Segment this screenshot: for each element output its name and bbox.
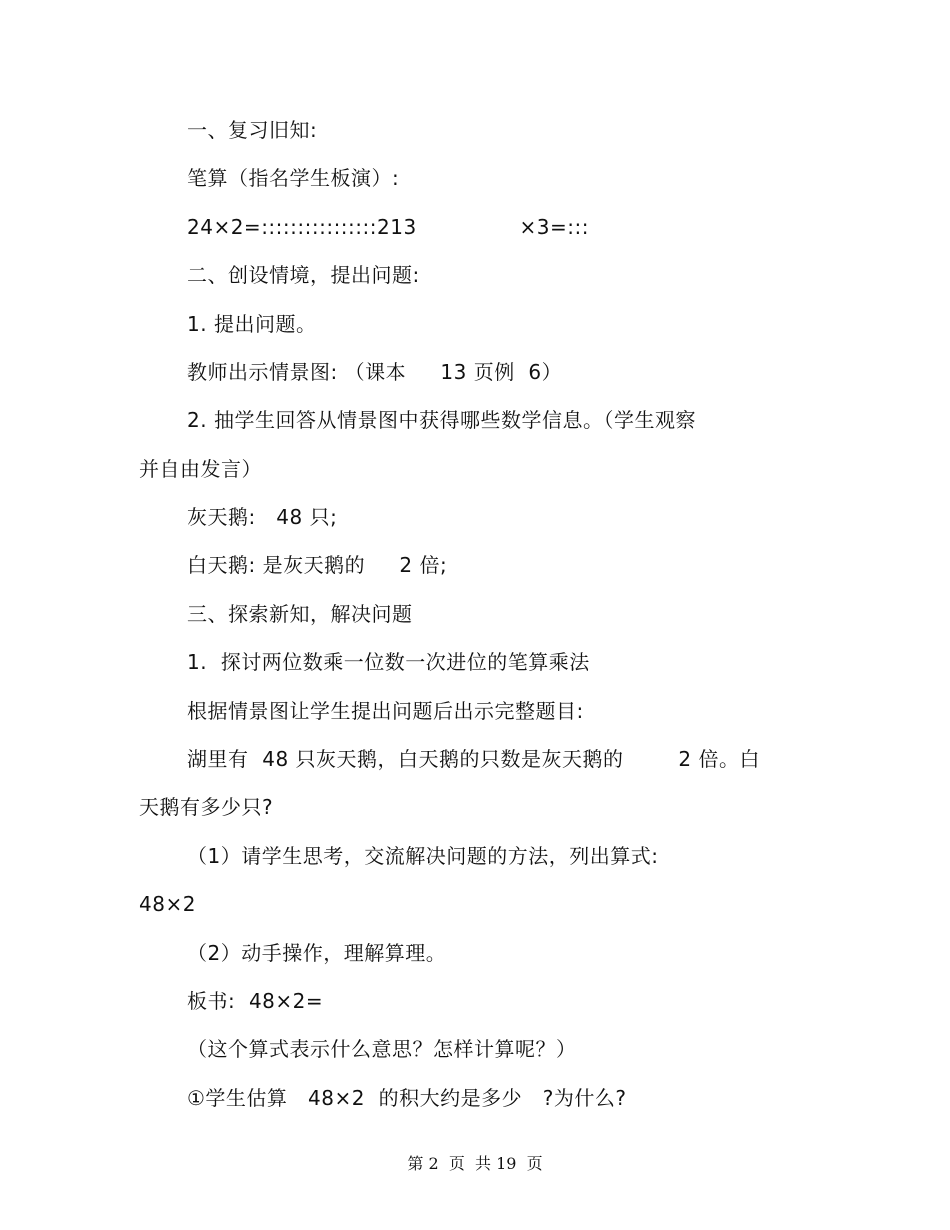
paragraph-line: 笔算（指名学生板演）: (187, 166, 400, 190)
paragraph-line: ①学生估算 48×2 的积大约是多少 ?为什么? (187, 1086, 627, 1110)
paragraph-line: 根据情景图让学生提出问题后出示完整题目: (187, 699, 584, 723)
paragraph-line: 白天鹅: 是灰天鹅的 2 倍; (187, 553, 448, 577)
paragraph-line: 并自由发言） (139, 457, 262, 481)
section-heading-situation: 二、创设情境，提出问题: (187, 263, 420, 287)
page-number-footer: 第 2 页 共 19 页 (407, 1154, 543, 1173)
paragraph-line: 天鹅有多少只? (139, 795, 274, 819)
section-heading-explore: 三、探索新知，解决问题 (187, 602, 413, 626)
paragraph-line: 1. 探讨两位数乘一位数一次进位的笔算乘法 (187, 650, 590, 674)
paragraph-line: 48×2 (139, 892, 196, 916)
section-heading-review: 一、复习旧知: (187, 118, 318, 142)
paragraph-line: 24×2=::::::::::::::::213 ×3=::: (187, 215, 589, 239)
paragraph-line: 2. 抽学生回答从情景图中获得哪些数学信息。（学生观察 (187, 408, 696, 432)
paragraph-line: 灰天鹅: 48 只; (187, 505, 338, 529)
paragraph-line: （2）动手操作，理解算理。 (187, 941, 447, 965)
paragraph-line: （1）请学生思考，交流解决问题的方法，列出算式: (187, 844, 659, 868)
paragraph-line: 教师出示情景图: （课本 13 页例 6） (187, 360, 563, 384)
paragraph-line: （这个算式表示什么意思？怎样计算呢？） (187, 1037, 577, 1061)
paragraph-line: 1. 提出问题。 (187, 312, 317, 336)
paragraph-line: 湖里有 48 只灰天鹅，白天鹅的只数是灰天鹅的 2 倍。白 (187, 747, 760, 771)
paragraph-line: 板书: 48×2= (187, 989, 324, 1013)
